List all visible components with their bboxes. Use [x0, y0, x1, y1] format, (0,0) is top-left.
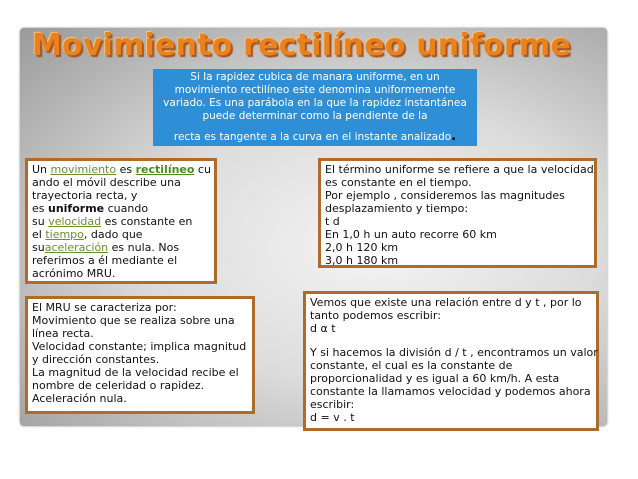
definition-line — [32, 228, 210, 241]
uniforme-bold: uniforme — [48, 202, 105, 215]
uniform-line: desplazamiento y tiempo: — [325, 202, 469, 215]
definition-line — [32, 202, 210, 215]
mru-line: y dirección constantes. — [32, 353, 160, 366]
uniform-term-box — [318, 158, 597, 268]
definition-line: trayectoria recta, y — [32, 189, 138, 202]
definition-line: acrónimo MRU. — [32, 267, 116, 280]
uniform-line: Por ejemplo , consideremos las magnitudes — [325, 189, 565, 202]
definition-line: referimos a él mediante el — [32, 254, 178, 267]
definition-line — [32, 241, 210, 254]
text: su — [32, 241, 45, 254]
relation-line: escribir: — [310, 398, 355, 411]
uniform-line: 2,0 h 120 km — [325, 241, 399, 254]
velocidad-link[interactable]: velocidad — [48, 215, 102, 228]
text: es nula. Nos — [108, 241, 180, 254]
relation-line: d α t — [310, 322, 336, 335]
text: el — [32, 228, 46, 241]
mru-characteristics-box — [25, 296, 255, 414]
relation-line: Y si hacemos la división d / t , encontramos un valor — [310, 346, 598, 359]
text: cuando — [104, 202, 149, 215]
relation-line: Vemos que existe una relación entre d y t , por lo — [310, 296, 582, 309]
relation-line: proporcionalidad y es igual a 60 km/h. A esta — [310, 372, 560, 385]
definition-line: ando el móvil describe una — [32, 176, 181, 189]
mru-line: El MRU se caracteriza por: — [32, 301, 177, 314]
relation-line: constante la llamamos velocidad y podemos ahora — [310, 385, 591, 398]
uniform-line: El término uniforme se refiere a que la velocidad — [325, 163, 594, 176]
uniform-line: 3,0 h 180 km — [325, 254, 399, 267]
uniform-line: En 1,0 h un auto recorre 60 km — [325, 228, 497, 241]
text: es constante en — [101, 215, 193, 228]
text: cu — [194, 163, 211, 176]
definition-box — [25, 158, 217, 284]
slide-title: Movimiento rectilíneo uniforme — [32, 28, 571, 63]
tiempo-link[interactable]: tiempo — [45, 228, 84, 241]
text: su — [32, 215, 49, 228]
text: , dado que — [83, 228, 143, 241]
movimiento-link[interactable]: movimiento — [50, 163, 117, 176]
mru-line: Aceleración nula. — [32, 392, 127, 405]
intro-text: Si la rapidez cubica de manara uniforme, en un movimiento rectilíneo este denomina uniformemente variado. Es una parábola en la que la rapidez instantánea puede determinar como la pendiente de la — [163, 71, 467, 122]
definition-line — [32, 215, 210, 228]
mru-line: Movimiento que se realiza sobre una — [32, 314, 235, 327]
aceleracion-link[interactable]: aceleración — [44, 241, 109, 254]
relation-line: constante, el cual es la constante de — [310, 359, 513, 372]
intro-text-box — [153, 69, 477, 146]
intro-period: . — [451, 129, 457, 144]
mru-line: La magnitud de la velocidad recibe el — [32, 366, 239, 379]
uniform-line: t d — [325, 215, 340, 228]
mru-line: línea recta. — [32, 327, 94, 340]
relation-line: d = v . t — [310, 411, 355, 424]
intro-last-line-text: recta es tangente a la curva en el instante analizado — [173, 131, 452, 143]
paragraph-gap — [310, 335, 592, 346]
text: es — [116, 163, 136, 176]
intro-last-line — [159, 130, 471, 144]
mru-line: Velocidad constante; implica magnitud — [32, 340, 247, 353]
relation-box — [303, 291, 599, 431]
mru-line: nombre de celeridad o rapidez. — [32, 379, 205, 392]
text: es — [32, 202, 48, 215]
definition-line — [32, 163, 210, 176]
uniform-line: es constante en el tiempo. — [325, 176, 472, 189]
rectilineo-link[interactable]: rectilíneo — [135, 163, 195, 176]
relation-line: tanto podemos escribir: — [310, 309, 441, 322]
text: Un — [32, 163, 51, 176]
